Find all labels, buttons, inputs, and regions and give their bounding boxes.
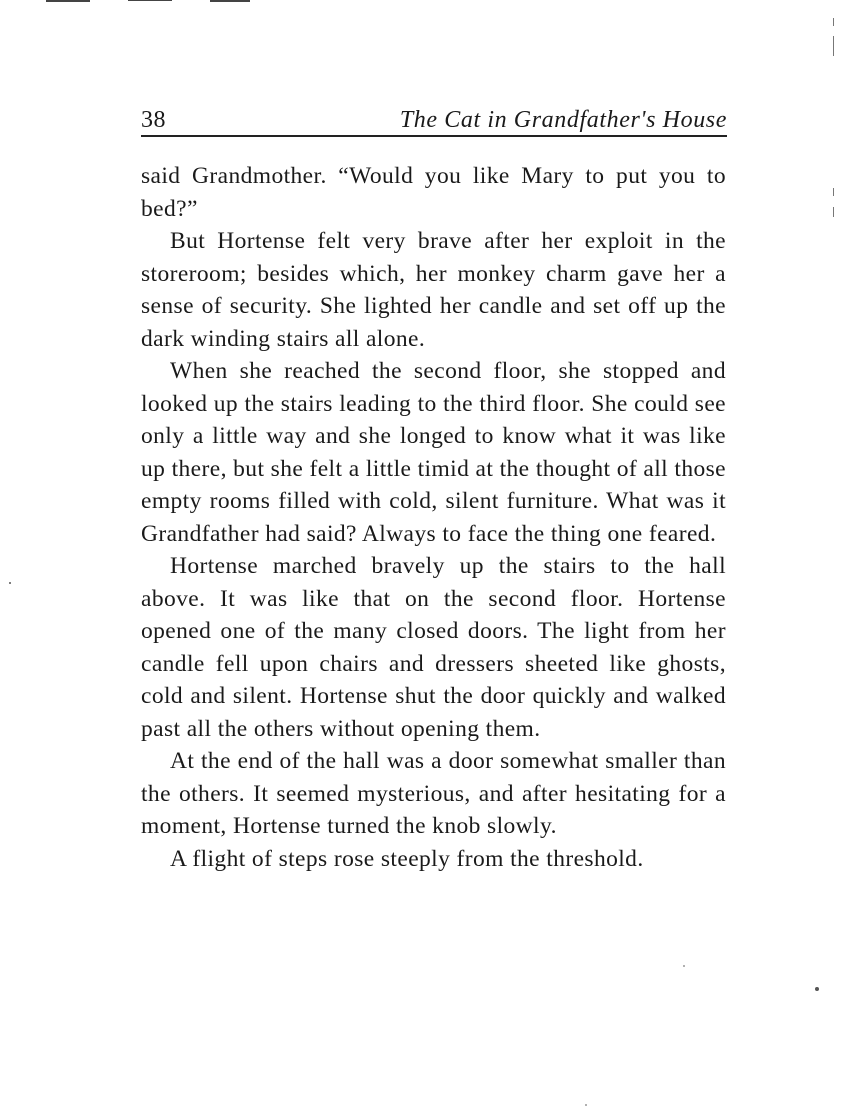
paragraph: said Grandmother. “Would you like Mary to put you to bed?” (141, 163, 726, 222)
scan-artifact (815, 987, 819, 991)
scan-artifact (833, 36, 834, 56)
scan-artifact (46, 0, 90, 2)
paragraph: At the end of the hall was a door somewhat smaller than the others. It seemed mysterious, and after hesitating for a moment, Hortense turned the knob slowly. (141, 748, 726, 839)
paragraph: But Hortense felt very brave after her exploit in the storeroom; besides which, her monkey charm gave her a sense of security. She lighted her candle and set off up the dark winding stairs all alone. (141, 228, 726, 352)
scan-artifact (683, 965, 685, 967)
scan-artifact (585, 1104, 587, 1106)
running-head (141, 100, 727, 134)
body-text (141, 160, 726, 875)
running-title: The Cat in Grandfather's House (399, 107, 727, 133)
paragraph: A flight of steps rose steeply from the threshold. (170, 845, 644, 872)
paragraph: Hortense marched bravely up the stairs to the hall above. It was like that on the second floor. Hortense opened one of the many closed doors. The light from her candle fell upon chairs and dressers sheeted like ghosts, cold and silent. Hortense shut the door quickly and walked past all the others without opening them. (141, 553, 726, 742)
page-number: 38 (141, 107, 166, 133)
scan-artifact (210, 0, 250, 2)
scan-artifact (9, 582, 11, 584)
paragraph: When she reached the second floor, she stopped and looked up the stairs leading to the third floor. She could see only a little way and she longed to know what it was like up there, but she felt a little timid at the thought of all those empty rooms filled with cold, silent furniture. What was it Grandfather had said? Always to face the thing one feared. (141, 358, 726, 547)
scan-artifact (128, 0, 172, 1)
scan-artifact (833, 18, 834, 26)
scan-artifact (833, 188, 834, 196)
scan-artifact (833, 207, 834, 217)
header-rule (141, 135, 727, 137)
